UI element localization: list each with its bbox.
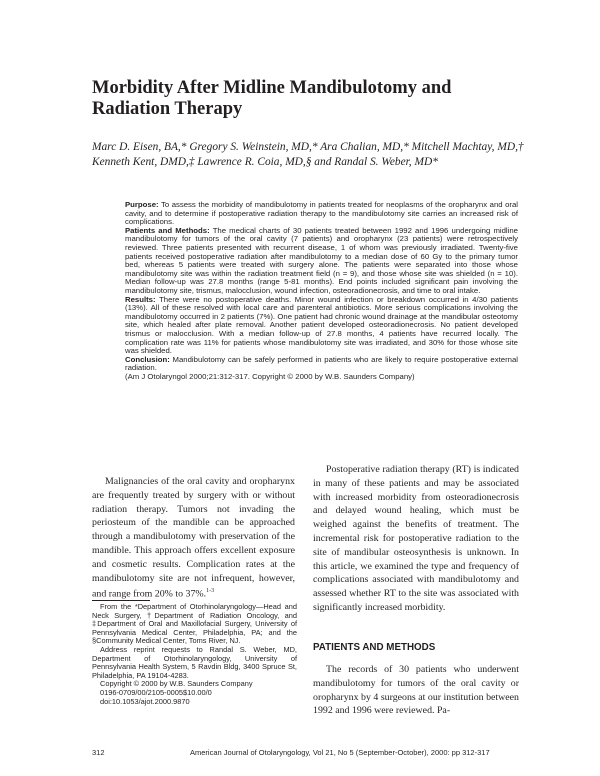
rt-paragraph: Postoperative radiation therapy (RT) is indicated in many of these patients and may be associated with increased morbidity from osteoradionecrosis and delayed wound healing, which must be weighed against the benefits of treatment. The incremental risk for postoperative radiation to the site of mandibular osteosynthesis is unknown. In this article, we examined the type and frequency of complications associated with mandibulotomy and assessed whether RT to the site was associated with significantly increased morbidity. <box>313 464 519 613</box>
abstract <box>125 201 518 381</box>
methods-label: Patients and Methods: <box>125 225 210 235</box>
journal-citation-footer: American Journal of Otolaryngology, Vol 21, No 5 (September-October), 2000: pp 312-317 <box>190 748 490 757</box>
abstract-purpose <box>125 201 518 227</box>
footnote-issn: 0196-0709/00/2105-0005$10.00/0 <box>100 687 212 697</box>
abstract-conclusion <box>125 356 518 373</box>
page-number: 312 <box>92 748 105 757</box>
abstract-methods <box>125 227 518 296</box>
intro-text: Malignancies of the oral cavity and oropharynx are frequently treated by surgery with or without radiation therapy. Tumors not invading the periosteum of the mandible can be approached through a mandibulotomy with preservation of the mandible. This approach offers excellent exposure and cosmetic results. Complication rates at the mandibulotomy site are not infrequent, however, and range from 20% to 37%. <box>92 476 295 600</box>
footnote-address: Address reprint requests to Randal S. Weber, MD, Department of Otorhinolaryngology, University of Pennsylvania Health System, 5 Ravdin Bldg, 3400 Spruce St, Philadelphia, PA 19104-4283. <box>92 644 297 680</box>
abstract-results <box>125 296 518 356</box>
intro-paragraph <box>92 475 295 601</box>
abstract-citation: (Am J Otolaryngol 2000;21:312-317. Copyright © 2000 by W.B. Saunders Company) <box>125 371 415 381</box>
section-heading: PATIENTS AND METHODS <box>313 642 436 653</box>
footnote-divider <box>92 600 150 601</box>
article-title: Morbidity After Midline Mandibulotomy and Radiation Therapy <box>92 78 452 119</box>
conclusion-text: Mandibulotomy can be safely performed in patients who are likely to require postoperative external radiation. <box>125 354 518 373</box>
purpose-text: To assess the morbidity of mandibulotomy in patients treated for neoplasms of the oropharynx and oral cavity, and to determine if postoperative radiation therapy to the mandibulotomy site carries an increased risk of complications. <box>125 200 519 227</box>
author-list: Marc D. Eisen, BA,* Gregory S. Weinstein, MD,* Ara Chalian, MD,* Mitchell Machtay, MD,† Kenneth Kent, DMD,‡ Lawrence R. Coia, MD,§ and Randal S. Weber, MD* <box>92 141 524 169</box>
purpose-label: Purpose: <box>125 200 159 209</box>
methods-text: The medical charts of 30 patients treated between 1992 and 1996 undergoing midline mandibulotomy for tumors of the oral cavity (7 patients) and oropharynx (23 patients) were retrospectively reviewed. Three patients presented with recurrent disease, 1 of whom was previously irradiated. Twenty-five patients received postoperative radiation after mandibulotomy to a median dose of 60 Gy to the primary tumor bed, whereas 5 patients were treated with surgery alone. The patients were separated into those whose mandibulotomy site was within the radiation treatment field (n = 9), and those whose site was shielded (n = 10). Median follow-up was 27.8 months (range 5-81 months). End points included significant pain involving the mandibulotomy site, trismus, malocclusion, wound infection, osteoradionecrosis, and time to oral intake. <box>125 225 518 295</box>
results-text: There were no postoperative deaths. Minor wound infection or breakdown occurred in 4/30 patients (13%). All of these resolved with local care and parenteral antibiotics. More serious complications involving the mandibulotomy occurred in 2 patients (7%). One patient had chronic wound drainage at the mandibular osteotomy site, which healed after plate removal. Another patient developed osteoradionecrosis. No patient developed trismus or malocclusion. With a median follow-up of 27.8 months, 4 patients have recurred locally. The complication rate was 11% for patients whose mandibulotomy site was irradiated, and 30% for those whose site was shielded. <box>125 294 518 356</box>
conclusion-label: Conclusion: <box>125 354 170 364</box>
footnote-affiliations: From the *Department of Otorhinolaryngology—Head and Neck Surgery, †Department of Radiation Oncology, and ‡Department of Oral and Maxillofacial Surgery, University of Pennsylvania Medical Center, Philadelphia, PA; and the §Community Medical Center, Toms River, NJ. <box>92 602 297 646</box>
methods-paragraph: The records of 30 patients who underwent mandibulotomy for tumors of the oral cavity or oropharynx by 4 surgeons at our institution between 1992 and 1996 were reviewed. Pa- <box>313 664 519 717</box>
footnote-doi: doi:10.1053/ajot.2000.9870 <box>100 696 190 706</box>
footnote-copyright: Copyright © 2000 by W.B. Saunders Company <box>100 679 253 689</box>
reference-superscript: 1-3 <box>206 588 215 595</box>
footnote <box>92 603 297 706</box>
results-label: Results: <box>125 294 156 304</box>
